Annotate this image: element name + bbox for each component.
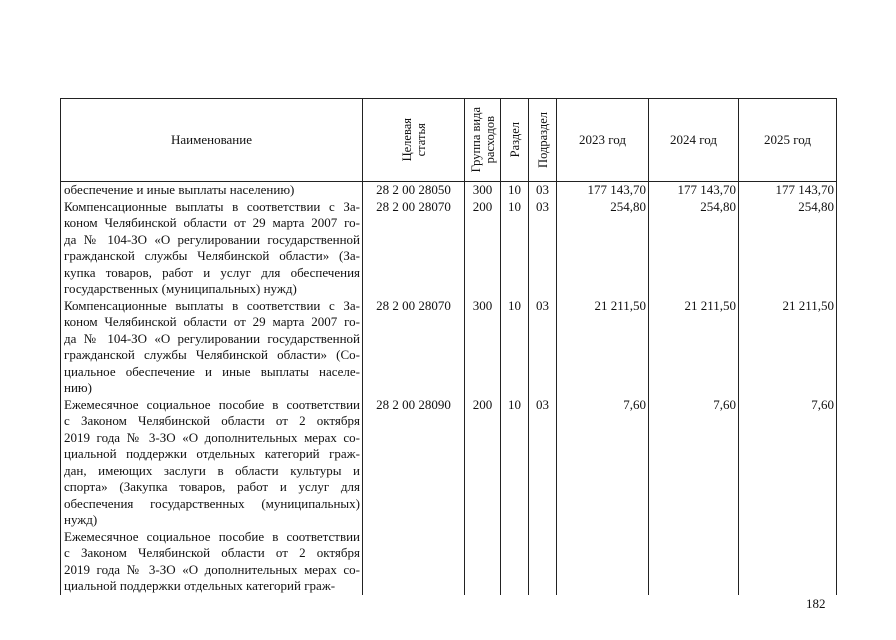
- row-value-2023: 21 211,50: [557, 298, 649, 397]
- row-name-line: циальной поддержки отдельных категорий граж-: [64, 446, 360, 461]
- header-target: [363, 99, 465, 182]
- row-expense-group: 200: [465, 199, 501, 298]
- row-value-2023: 177 143,70: [557, 182, 649, 199]
- row-value-2024: 7,60: [649, 397, 739, 529]
- header-section: [501, 99, 529, 182]
- row-section: 10: [501, 199, 529, 298]
- row-expense-group: [465, 529, 501, 595]
- row-name-cell: [61, 199, 363, 298]
- header-2025-text: 2025 год: [764, 131, 811, 147]
- table-row: [61, 397, 837, 529]
- row-name-line: циальной поддержки отдельных категорий граж-: [64, 578, 336, 593]
- header-subsection-wrap: [529, 99, 556, 181]
- row-target-code: 28 2 00 28070: [363, 298, 465, 397]
- budget-table: [60, 98, 837, 595]
- row-target-code: 28 2 00 28090: [363, 397, 465, 529]
- row-subsection: 03: [529, 397, 557, 529]
- row-name-line: гражданской службы Челябинской области» (Со-: [64, 347, 360, 362]
- table-row: [61, 529, 837, 595]
- header-subsection: [529, 99, 557, 182]
- row-value-2024: 21 211,50: [649, 298, 739, 397]
- row-name-cell: [61, 298, 363, 397]
- header-2023: [557, 99, 649, 182]
- header-name-text: Наименование: [171, 131, 252, 147]
- row-name-line: 2019 года № 3-ЗО «О дополнительных мерах со-: [64, 429, 360, 445]
- row-name-line: обеспечение и иные выплаты населению): [64, 182, 295, 197]
- row-value-2025: 177 143,70: [739, 182, 837, 199]
- row-name-line: Ежемесячное социальное пособие в соответствии: [64, 396, 360, 412]
- header-group-text: Группа вида расходов: [468, 107, 497, 173]
- row-subsection: [529, 529, 557, 595]
- row-value-2023: 7,60: [557, 397, 649, 529]
- row-value-2025: 21 211,50: [739, 298, 837, 397]
- header-section-text: Раздел: [507, 122, 522, 158]
- row-name-line: дан, имеющих заслуги в области культуры и: [64, 462, 360, 478]
- row-value-2024: 177 143,70: [649, 182, 739, 199]
- row-value-2025: 254,80: [739, 199, 837, 298]
- row-target-code: 28 2 00 28050: [363, 182, 465, 199]
- header-target-text: Целевая статья: [399, 118, 428, 162]
- row-subsection: 03: [529, 298, 557, 397]
- row-name-line: гражданской службы Челябинской области» (За-: [64, 248, 360, 263]
- row-subsection: 03: [529, 199, 557, 298]
- table-header-row: [61, 99, 837, 182]
- header-2024-text: 2024 год: [670, 131, 717, 147]
- row-section: [501, 529, 529, 595]
- row-expense-group: 300: [465, 298, 501, 397]
- row-name-cell: [61, 397, 363, 529]
- row-value-2025: 7,60: [739, 397, 837, 529]
- row-name-cell: [61, 182, 363, 199]
- header-name: [61, 99, 363, 182]
- row-section: 10: [501, 397, 529, 529]
- row-name-line: Ежемесячное социальное пособие в соответствии: [64, 528, 360, 544]
- row-name-line: да № 104-ЗО «О регулировании государственной: [64, 330, 360, 346]
- row-target-code: [363, 529, 465, 595]
- row-name-line: Компенсационные выплаты в соответствии с За-: [64, 297, 360, 313]
- page-number: 182: [806, 596, 826, 611]
- row-name-line: коном Челябинской области от 29 марта 2007 го-: [64, 215, 360, 230]
- header-target-wrap: [363, 99, 464, 181]
- row-name-line: спорта» (Закупка товаров, работ и услуг для: [64, 479, 360, 494]
- table-body: [61, 182, 837, 595]
- row-name-line: обеспечения государственных (муниципальных): [64, 495, 360, 511]
- row-value-2024: 254,80: [649, 199, 739, 298]
- row-name-line: да № 104-ЗО «О регулировании государственной: [64, 231, 360, 247]
- row-target-code: 28 2 00 28070: [363, 199, 465, 298]
- row-section: 10: [501, 298, 529, 397]
- row-name-line: коном Челябинской области от 29 марта 2007 го-: [64, 314, 360, 329]
- header-group: [465, 99, 501, 182]
- row-value-2025: [739, 529, 837, 595]
- row-name-line: с Законом Челябинской области от 2 октября: [64, 413, 360, 428]
- row-expense-group: 200: [465, 397, 501, 529]
- header-2023-text: 2023 год: [579, 131, 626, 147]
- row-name-line: циальное обеспечение и иные выплаты населе-: [64, 363, 360, 379]
- row-section: 10: [501, 182, 529, 199]
- table-row: [61, 182, 837, 199]
- row-name-line: Компенсационные выплаты в соответствии с За-: [64, 198, 360, 214]
- row-value-2024: [649, 529, 739, 595]
- row-name-line: государственных (муниципальных) нужд): [64, 281, 297, 296]
- header-subsection-text: Подраздел: [535, 112, 550, 168]
- row-name-line: с Законом Челябинской области от 2 октября: [64, 545, 360, 560]
- row-name-line: нужд): [64, 512, 98, 527]
- row-name-line: купка товаров, работ и услуг для обеспечения: [64, 264, 360, 280]
- row-value-2023: 254,80: [557, 199, 649, 298]
- row-expense-group: 300: [465, 182, 501, 199]
- row-name-cell: [61, 529, 363, 595]
- row-name-line: 2019 года № 3-ЗО «О дополнительных мерах со-: [64, 561, 360, 577]
- header-2024: [649, 99, 739, 182]
- header-section-wrap: [501, 99, 528, 181]
- table-row: [61, 298, 837, 397]
- table-row: [61, 199, 837, 298]
- row-name-line: нию): [64, 380, 92, 395]
- row-subsection: 03: [529, 182, 557, 199]
- header-2025: [739, 99, 837, 182]
- header-group-wrap: [465, 99, 500, 181]
- row-value-2023: [557, 529, 649, 595]
